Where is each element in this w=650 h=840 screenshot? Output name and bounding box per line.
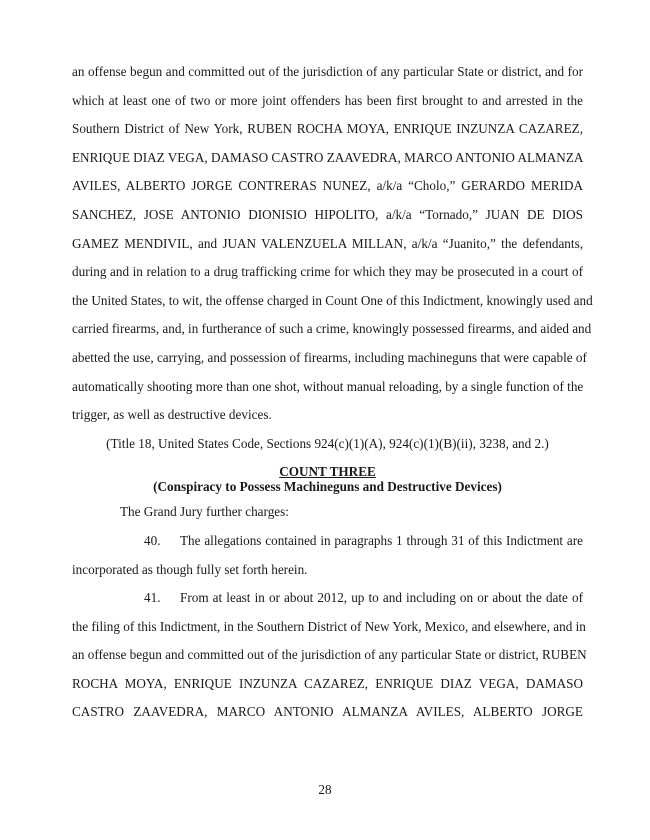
document-page [72, 58, 593, 727]
text-line: CASTRO ZAAVEDRA, MARCO ANTONIO ALMANZA AVILES, ALBERTO JORGE [72, 704, 583, 720]
text-line: an offense begun and committed out of the jurisdiction of any particular State or district, RUBEN [72, 647, 587, 663]
text-line: carried firearms, and, in furtherance of such a crime, knowingly possessed firearms, and aided and [72, 321, 592, 337]
text-line: abetted the use, carrying, and possession of firearms, including machineguns that were capable of [72, 349, 587, 365]
paragraph-first-line [72, 527, 583, 556]
intro-line: The Grand Jury further charges: [120, 504, 289, 520]
count-heading [72, 464, 583, 494]
paragraph-40 [72, 527, 583, 584]
text-line: AVILES, ALBERTO JORGE CONTRERAS NUNEZ, a/k/a “Cholo,” GERARDO MERIDA [72, 178, 583, 194]
text-line: the United States, to wit, the offense charged in Count One of this Indictment, knowingly used and [72, 292, 593, 308]
text-line: GAMEZ MENDIVIL, and JUAN VALENZUELA MILLAN, a/k/a “Juanito,” the defendants, [72, 235, 583, 251]
text-line: SANCHEZ, JOSE ANTONIO DIONISIO HIPOLITO, a/k/a “Tornado,” JUAN DE DIOS [72, 206, 583, 222]
paragraph-41 [72, 584, 587, 727]
text-line: trigger, as well as destructive devices. [72, 407, 272, 423]
paragraph-number: 41. [144, 590, 161, 606]
page-number: 28 [318, 782, 332, 797]
text-line: ENRIQUE DIAZ VEGA, DAMASO CASTRO ZAAVEDRA, MARCO ANTONIO ALMANZA [72, 149, 584, 165]
paragraph-text: From at least in or about 2012, up to and including on or about the date of [180, 590, 583, 606]
text-line: the filing of this Indictment, in the Southern District of New York, Mexico, and elsewhere, and in [72, 618, 586, 634]
paragraph-text: The allegations contained in paragraphs 1 through 31 of this Indictment are [180, 532, 583, 548]
continuation-paragraph [72, 58, 593, 430]
text-line: during and in relation to a drug trafficking crime for which they may be prosecuted in a court of [72, 264, 583, 280]
text-line: which at least one of two or more joint offenders has been first brought to and arrested in the [72, 92, 583, 108]
paragraph-number: 40. [144, 532, 161, 548]
count-title: COUNT THREE [279, 464, 376, 480]
text-line: ROCHA MOYA, ENRIQUE INZUNZA CAZAREZ, ENRIQUE DIAZ VEGA, DAMASO [72, 675, 583, 691]
paragraph-first-line [72, 584, 583, 613]
text-line: incorporated as though fully set forth herein. [72, 561, 308, 577]
text-line: Southern District of New York, RUBEN ROCHA MOYA, ENRIQUE INZUNZA CAZAREZ, [72, 121, 583, 137]
text-line: automatically shooting more than one shot, without manual reloading, by a single function of the [72, 378, 584, 394]
count-subtitle: (Conspiracy to Possess Machineguns and Destructive Devices) [153, 479, 502, 495]
statute-citation: (Title 18, United States Code, Sections 924(c)(1)(A), 924(c)(1)(B)(ii), 3238, and 2.) [106, 435, 549, 451]
text-line: an offense begun and committed out of the jurisdiction of any particular State or district, and for [72, 64, 583, 79]
